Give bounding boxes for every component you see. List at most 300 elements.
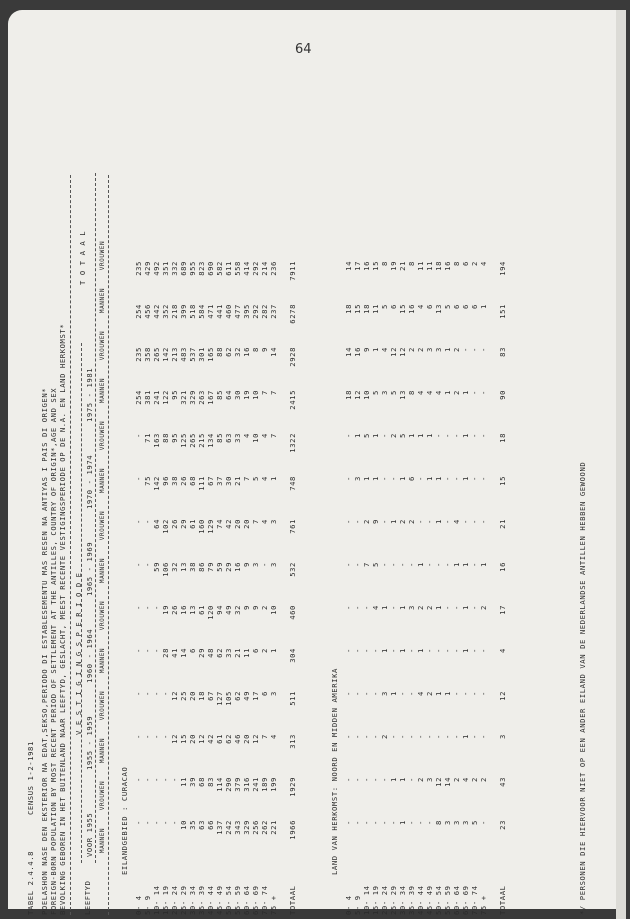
table-cell: 167 [206,390,215,405]
table-cell: - [470,605,479,610]
table-cell: 25 [179,691,188,701]
table-cell: 4 [242,433,251,438]
table-cell: 2 [470,261,479,266]
age-group-label: 60- 64 [242,885,251,915]
table-cell: - [398,562,407,567]
table-cell: 114 [215,777,224,792]
table-cell: 29 [179,519,188,529]
sex-header-mannen: MANNEN [99,377,106,404]
table-cell: 7 [260,390,269,395]
period-vor-1955: VOOR 1955 [85,812,94,857]
total-cell: 313 [288,734,297,749]
table-cell: 1 [461,605,470,610]
table-row [233,261,242,915]
table-cell: - [152,777,161,782]
table-cell: 381 [143,390,152,405]
age-group-label: 75 + [269,895,278,915]
table-cell: 7 [242,476,251,481]
age-group-label: 35- 39 [407,885,416,915]
total-cell: 2415 [288,390,297,410]
table-cell: 62 [224,734,233,744]
table-cell: 1 [434,476,443,481]
table-cell: 20 [188,691,197,701]
table-cell: 32 [233,347,242,357]
total-cell: 16 [498,562,507,572]
table-cell: 35 [188,820,197,830]
table-cell: 2 [452,390,461,395]
total-cell: 3 [498,734,507,739]
table-cell: 71 [143,433,152,443]
total-cell: 4 [498,648,507,653]
sex-header-vrouwen: VROUWEN [99,420,106,451]
table-cell: 236 [269,261,278,276]
table-cell: 1 [416,433,425,438]
total-cell: 12 [498,691,507,701]
table-cell: 582 [215,261,224,276]
table-cell: 1 [398,648,407,653]
table-row [215,261,224,915]
table-cell: 3 [425,347,434,352]
table-cell: - [344,777,353,782]
table-cell: 1 [479,304,488,309]
table-cell: 68 [197,777,206,787]
table-cell: - [452,605,461,610]
table-cell: 254 [134,390,143,405]
sex-header-mannen: MANNEN [99,467,106,494]
footnote: */ PERSONEN DIE HIERVOOR NIET OP EEN ANDER EILAND VAN DE NEDERLANDSE ANTILLEN HEBBEN GEWOOND [578,461,587,915]
table-cell: 61 [215,734,224,744]
table-row [251,261,260,915]
table-cell: 1 [461,648,470,653]
table-cell: 6 [251,648,260,653]
table-cell: - [362,777,371,782]
total-cell: 23 [498,820,507,830]
table-cell: 16 [233,562,242,572]
table-cell: 16 [242,347,251,357]
table-cell: 395 [242,304,251,319]
table-row [242,261,251,915]
table-cell: 558 [233,261,242,276]
table-cell: 125 [179,433,188,448]
table-cell: 4 [452,519,461,524]
age-group-label: 65- 69 [251,885,260,915]
table-cell: - [344,648,353,653]
age-group-label: 0- 4 [134,895,143,915]
table-cell: 5 [362,433,371,438]
table-cell: 2 [452,777,461,782]
table-cell: - [134,648,143,653]
table-cell: 2 [260,605,269,610]
table-row [434,261,443,915]
table-cell: 74 [215,519,224,529]
table-cell: 1 [425,476,434,481]
table-cell: 2 [407,347,416,352]
table-cell: 2 [407,519,416,524]
table-cell: 68 [188,476,197,486]
table-cell: 10 [251,390,260,400]
table-cell: 42 [224,519,233,529]
table-cell: 1 [389,519,398,524]
table-cell: 16 [362,261,371,271]
table-cell: - [389,605,398,610]
table-cell: 26 [170,519,179,529]
table-cell: 21 [398,261,407,271]
table-cell: 399 [179,304,188,319]
table-cell: - [389,476,398,481]
period-1975-1981: 1975 - 1981 [85,367,94,422]
table-cell: 19 [161,605,170,615]
table-cell: - [407,820,416,825]
total-row [498,261,507,915]
table-cell: 265 [188,433,197,448]
table-cell: 6 [470,304,479,309]
table-cell: 85 [215,433,224,443]
table-cell: 102 [161,519,170,534]
table-cell: 5 [398,433,407,438]
table-cell: 75 [143,476,152,486]
table-cell: 1 [389,691,398,696]
table-row [260,261,269,915]
table-cell: 10 [179,820,188,830]
table-cell: 83 [206,777,215,787]
table-cell: 37 [215,476,224,486]
table-cell: 61 [188,519,197,529]
table-row [134,261,143,915]
table-cell: 12 [170,734,179,744]
age-group-label: 20- 24 [380,885,389,915]
total-cell: 532 [288,562,297,577]
table-cell: 39 [188,777,197,787]
table-cell: 1 [269,476,278,481]
table-cell: - [344,605,353,610]
table-cell: 59 [152,562,161,572]
table-cell: - [260,562,269,567]
rotated-table [26,155,601,915]
table-cell: 134 [206,433,215,448]
table-cell: 292 [251,261,260,276]
table-cell: - [143,562,152,567]
table-cell: 9 [242,605,251,610]
table-cell: 2 [380,734,389,739]
table-cell: 88 [215,347,224,357]
table-cell: - [161,734,170,739]
table-cell: - [443,648,452,653]
total-cell: 43 [498,777,507,787]
table-cell: 106 [161,562,170,577]
table-cell: 292 [251,304,260,319]
table-cell: 20 [188,734,197,744]
table-cell: 329 [242,820,251,835]
table-cell: 8 [407,261,416,266]
table-cell: 242 [224,820,233,835]
table-cell: - [353,820,362,825]
table-cell: 7 [269,390,278,395]
table-cell: - [389,562,398,567]
table-cell: 1 [371,347,380,352]
table-cell: 1 [398,777,407,782]
table-cell: - [362,734,371,739]
table-cell: - [425,648,434,653]
table-cell: - [134,734,143,739]
table-cell: 4 [260,433,269,438]
table-cell: 20 [242,519,251,529]
table-cell: 4 [461,777,470,782]
table-cell: - [407,777,416,782]
divider [108,175,109,915]
table-cell: - [152,734,161,739]
table-cell: 127 [215,691,224,706]
table-cell: 2 [389,433,398,438]
table-cell: 32 [233,605,242,615]
table-cell: - [434,433,443,438]
table-cell: - [461,347,470,352]
table-cell: - [161,691,170,696]
table-cell: 26 [170,605,179,615]
table-cell: 256 [251,820,260,835]
table-cell: - [434,562,443,567]
total-cell: 18 [498,433,507,443]
table-cell: 5 [251,476,260,481]
table-cell: 2 [425,605,434,610]
table-cell: 17 [251,691,260,701]
table-cell: 129 [206,519,215,534]
table-cell: - [461,691,470,696]
table-cell: 9 [242,562,251,567]
table-cell: 263 [197,390,206,405]
table-cell: 15 [371,261,380,271]
table-cell: 823 [197,261,206,276]
table-cell: 3 [269,691,278,696]
table-cell: 215 [197,433,206,448]
total-cell: 194 [498,261,507,276]
sex-header-vrouwen: VROUWEN [99,690,106,721]
table-cell: 3 [443,820,452,825]
table-cell: 63 [224,433,233,443]
age-group-label: 15- 19 [161,885,170,915]
table-cell: 221 [269,820,278,835]
table-cell: 2 [362,519,371,524]
table-cell: 2 [479,777,488,782]
table-cell: 1 [269,648,278,653]
sex-header-mannen: MANNEN [99,557,106,584]
table-cell: 5 [371,562,380,567]
age-group-label: 70- 74 [470,885,479,915]
table-cell: - [380,777,389,782]
table-row [269,261,278,915]
age-group-label: 75 + [479,895,488,915]
table-cell: - [425,734,434,739]
table-cell: - [353,648,362,653]
table-cell: 1 [380,648,389,653]
table-cell: 137 [215,820,224,835]
table-cell: 351 [161,261,170,276]
age-group-label: 55- 59 [233,885,242,915]
table-cell: - [362,691,371,696]
table-cell: - [344,476,353,481]
table-cell: - [143,820,152,825]
age-group-label: 10- 14 [362,885,371,915]
period-group-label: V E S T I G I N G S P E R I O D E [74,572,83,735]
table-cell: 282 [260,304,269,319]
table-cell: - [380,562,389,567]
age-group-label: 40- 44 [206,885,215,915]
table-cell: 4 [425,390,434,395]
table-cell: 5 [470,820,479,825]
age-group-label: 20- 24 [170,885,179,915]
age-group-label: 10- 14 [152,885,161,915]
table-cell: 160 [197,519,206,534]
section-noord-midden-amerika [326,261,507,915]
table-cell: 42 [206,734,215,744]
table-cell: - [407,648,416,653]
table-cell: - [161,820,170,825]
table-cell: 471 [206,304,215,319]
table-row [398,261,407,915]
table-cell: 218 [170,304,179,319]
table-cell: 19 [389,261,398,271]
table-cell: 537 [188,347,197,362]
table-cell: - [134,605,143,610]
period-1955-1959: 1955 - 1959 [85,715,94,770]
table-cell: - [416,519,425,524]
total-cell: 7911 [288,261,297,281]
table-cell: 4 [371,605,380,610]
table-cell: 9 [362,347,371,352]
table-cell: 20 [242,734,251,744]
table-cell: 1 [398,476,407,481]
title-line-2: FOREIGN-BORN POPULATION BY MOST RECENT PERIOD OF SETTLEMENT AT THE ANTILLES, COUNTRY OF ORIGIN*,AGE AND SEX [49,387,58,915]
table-cell: - [443,476,452,481]
table-cell: 16 [443,261,452,271]
table-cell: 5 [371,390,380,395]
age-group-label: 45- 49 [425,885,434,915]
table-cell: 2 [470,777,479,782]
table-cell: 442 [152,304,161,319]
age-group-label: 50- 54 [224,885,233,915]
sex-header-mannen: MANNEN [99,737,106,764]
table-cell: 38 [170,476,179,486]
table-cell: 1 [362,476,371,481]
table-row [380,261,389,915]
table-cell: 2 [452,347,461,352]
table-cell: 4 [479,261,488,266]
total-cell: 83 [498,347,507,357]
age-group-label: 65- 69 [461,885,470,915]
age-group-label: 35- 39 [197,885,206,915]
table-cell: 1 [434,519,443,524]
table-cell: 165 [206,347,215,362]
table-cell: - [152,691,161,696]
table-row [389,261,398,915]
table-cell: 14 [344,347,353,357]
table-cell: 7 [260,734,269,739]
table-cell: 241 [251,777,260,792]
table-cell: - [371,734,380,739]
table-cell: 95 [170,433,179,443]
table-row [188,261,197,915]
table-cell: 3 [269,562,278,567]
table-cell: 1 [398,605,407,610]
table-cell: 18 [362,304,371,314]
table-cell: 79 [206,562,215,572]
table-cell: - [452,433,461,438]
table-cell: - [425,519,434,524]
table-cell: 13 [179,562,188,572]
table-row [425,261,434,915]
title-line-1: POELASHON NASE DEN EKSTERIOR NA EDAT,SEKSO,PERIODO DI ESTABLESEMENTU MAS RESEN NA ANTIYAS I PAIS DI ORIGEN* [40,387,49,915]
total-cell: 2928 [288,347,297,367]
table-cell: 2 [425,691,434,696]
table-cell: 6 [407,476,416,481]
title-line-3: BEVOLKING GEBOREN IN HET BUITENLAND NAAR LEEFTYD, GESLACHT, MEEST RECENTE VESTIGINGSPERIODE OP DE N.A. EN LAND HERKOMST* [58,323,67,915]
table-cell: 5 [389,390,398,395]
table-cell: 214 [260,261,269,276]
table-cell: 14 [179,648,188,658]
table-cell: - [152,605,161,610]
table-cell: 11 [425,261,434,271]
table-cell: - [425,562,434,567]
table-cell: - [143,777,152,782]
table-cell: - [389,648,398,653]
table-cell: 254 [134,304,143,319]
table-cell: 62 [215,648,224,658]
table-cell: 11 [416,261,425,271]
table-cell: - [398,691,407,696]
table-cell: 4 [260,519,269,524]
table-cell: - [389,820,398,825]
table-cell: - [470,390,479,395]
table-cell: 41 [170,648,179,658]
table-cell: - [371,777,380,782]
total-cell: 15 [498,476,507,486]
table-cell: - [152,820,161,825]
section-curacao [116,261,297,915]
table-cell: 1 [371,476,380,481]
table-cell: 163 [152,433,161,448]
sex-header-mannen: MANNEN [99,827,106,854]
table-cell: 14 [443,777,452,787]
table-cell: 4 [416,390,425,395]
table-cell: 8 [407,390,416,395]
table-cell: 30 [224,476,233,486]
table-cell: - [479,648,488,653]
table-cell: - [416,734,425,739]
table-cell: 32 [170,562,179,572]
table-cell: - [470,562,479,567]
table-cell: 316 [242,777,251,792]
table-cell: 6 [188,648,197,653]
total-cell: 1322 [288,433,297,453]
table-cell: 1 [380,605,389,610]
table-cell: 237 [269,304,278,319]
table-cell: 6 [452,304,461,309]
total-cell: 90 [498,390,507,400]
table-cell: 62 [233,691,242,701]
table-cell: 18 [344,390,353,400]
table-cell: - [170,777,179,782]
table-cell: 18 [434,261,443,271]
total-cell: 17 [498,605,507,615]
table-cell: - [443,433,452,438]
table-cell: 67 [206,476,215,486]
table-cell: 689 [179,261,188,276]
table-cell: 518 [188,304,197,319]
page-number: 64 [295,42,312,57]
page-edge [616,10,626,919]
table-cell: - [470,433,479,438]
table-row [353,261,362,915]
table-cell: 301 [197,347,206,362]
